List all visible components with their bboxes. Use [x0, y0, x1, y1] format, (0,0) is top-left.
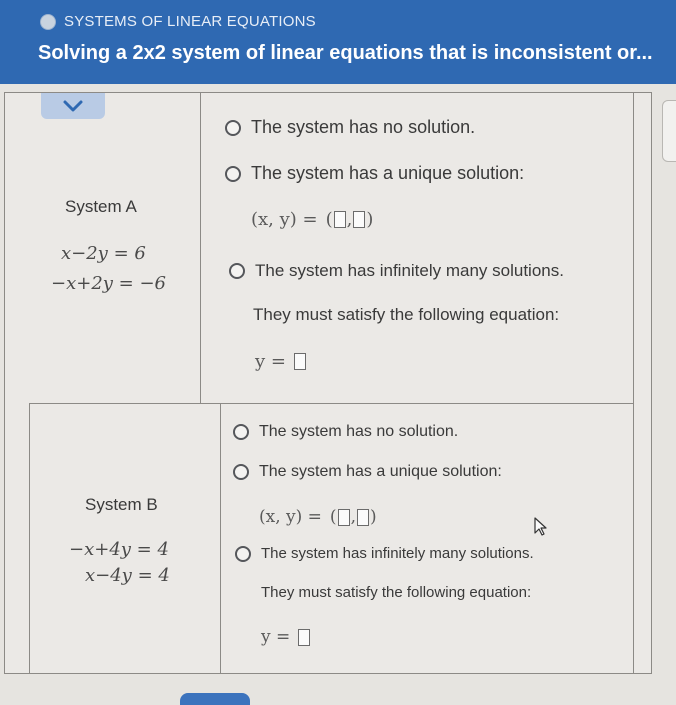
x-answer-input[interactable]	[338, 509, 350, 526]
y-equation-input[interactable]	[298, 629, 310, 646]
collapse-button[interactable]	[41, 93, 105, 119]
y-equation-input[interactable]	[294, 353, 306, 370]
mouse-pointer-icon	[533, 517, 549, 537]
x-answer-input[interactable]	[334, 211, 346, 228]
system-a-label: System A	[65, 197, 137, 216]
paren-close: )	[366, 209, 374, 230]
comma: ,	[346, 209, 353, 230]
radio-button[interactable]	[225, 120, 241, 136]
option-label: The system has no solution.	[251, 117, 476, 137]
column-divider-a	[200, 93, 201, 403]
row-divider	[29, 403, 633, 404]
system-a-option-unique[interactable]	[225, 163, 524, 184]
option-label: The system has infinitely many solutions.	[255, 261, 564, 280]
system-a-equation-2: −x+2y = −6	[51, 273, 166, 294]
option-label: The system has a unique solution:	[251, 163, 525, 183]
column-divider-b	[220, 403, 221, 673]
unique-eq-label: (x, y) =	[259, 507, 322, 527]
topic-row	[40, 13, 316, 30]
radio-button[interactable]	[233, 464, 249, 480]
page-title: Solving a 2x2 system of linear equations that is inconsistent or...	[38, 42, 653, 64]
system-b-option-unique[interactable]	[233, 463, 502, 481]
system-a-must-satisfy: They must satisfy the following equation:	[253, 305, 560, 324]
system-b-option-infinite[interactable]	[235, 545, 534, 562]
option-label: The system has infinitely many solutions.	[261, 545, 534, 562]
system-a-option-infinite[interactable]	[229, 261, 564, 281]
y-eq-label: y =	[261, 627, 291, 647]
system-b-label: System B	[85, 495, 158, 514]
topic-label: SYSTEMS OF LINEAR EQUATIONS	[64, 13, 316, 30]
system-a-equation-1: x−2y = 6	[61, 243, 146, 264]
circle-icon	[40, 14, 56, 30]
y-answer-input[interactable]	[353, 211, 365, 228]
system-b-equation-2: x−4y = 4	[85, 565, 170, 586]
row-b-left-border	[29, 403, 30, 673]
side-panel-tab[interactable]	[662, 100, 676, 162]
y-answer-input[interactable]	[357, 509, 369, 526]
system-b-y-answer	[261, 627, 311, 647]
radio-button[interactable]	[229, 263, 245, 279]
paren-open: (	[325, 209, 333, 230]
radio-button[interactable]	[225, 166, 241, 182]
system-a-y-answer	[255, 351, 307, 372]
system-a-option-no-solution[interactable]	[225, 117, 475, 138]
header-bar	[0, 0, 676, 84]
unique-eq-label: (x, y) =	[251, 209, 318, 230]
system-b-option-no-solution[interactable]	[233, 423, 458, 441]
system-b-unique-answer	[259, 507, 377, 527]
systems-table	[4, 92, 652, 674]
option-label: The system has a unique solution:	[259, 463, 502, 480]
radio-button[interactable]	[235, 546, 251, 562]
comma: ,	[350, 507, 356, 527]
radio-button[interactable]	[233, 424, 249, 440]
system-b-must-satisfy: They must satisfy the following equation:	[261, 584, 532, 601]
row-right-border	[633, 93, 634, 673]
y-eq-label: y =	[255, 351, 286, 372]
paren-open: (	[329, 507, 337, 527]
chevron-down-icon	[62, 99, 84, 113]
bottom-button[interactable]	[180, 693, 250, 705]
system-a-unique-answer	[251, 209, 373, 230]
system-b-equation-1: −x+4y = 4	[69, 539, 169, 560]
paren-close: )	[369, 507, 377, 527]
option-label: The system has no solution.	[259, 423, 459, 440]
